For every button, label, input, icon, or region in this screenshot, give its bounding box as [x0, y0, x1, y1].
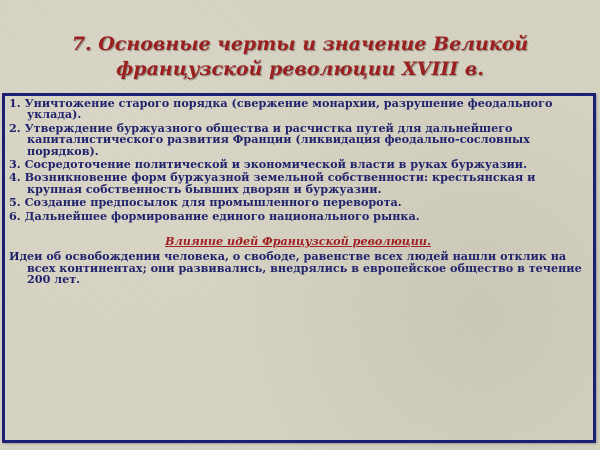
- list-item: 4. Возникновение форм буржуазной земельной собственности: крестьянская и крупная собственность бывших дворян и буржуазии.: [9, 170, 536, 196]
- list-item: 3. Сосредоточение политической и экономической власти в руках буржуазии.: [9, 157, 527, 172]
- influence-paragraph: Идеи об освобождении человека, о свободе, равенстве всех людей нашли отклик на всех континентах; они развивались, внедрялись в европейское общество в течение 200 лет.: [9, 249, 582, 287]
- slide-title: 7. Основные черты и значение Великой французской революции XVIII в.: [71, 33, 529, 80]
- list-item: 2. Утверждение буржуазного общества и расчистка путей для дальнейшего капиталистического развития Франции (ликвидация феодально-сословных порядков).: [9, 120, 530, 158]
- list-item: 6. Дальнейшее формирование единого национального рынка.: [9, 208, 420, 223]
- content-text: [5, 96, 593, 286]
- list-item: 1. Уничтожение старого порядка (свержение монархии, разрушение феодального уклада).: [9, 96, 553, 122]
- influence-heading: Влияние идей Французской революции.: [165, 234, 431, 249]
- content-box: [2, 93, 596, 443]
- list-item: 5. Создание предпосылок для промышленного переворота.: [9, 195, 402, 210]
